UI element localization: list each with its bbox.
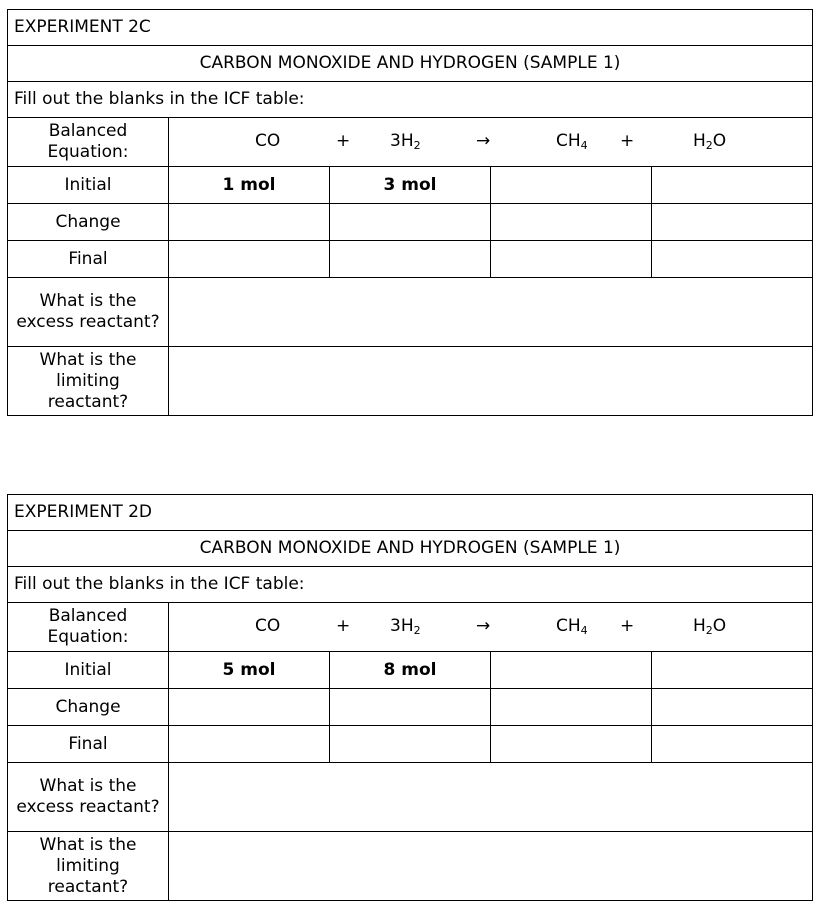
final-h2o-cell[interactable] — [652, 241, 813, 278]
change-h2o-cell[interactable] — [652, 689, 813, 726]
final-h2-cell[interactable] — [330, 726, 491, 763]
experiment-subtitle: CARBON MONOXIDE AND HYDROGEN (SAMPLE 1) — [8, 531, 813, 567]
product-ch4: $CH_4$ — [556, 616, 588, 637]
limiting-reactant-answer[interactable] — [169, 347, 813, 416]
icf-table — [7, 9, 813, 416]
final-ch4-cell[interactable] — [491, 726, 652, 763]
row-label-excess-reactant: What is the excess reactant? — [8, 763, 169, 832]
change-ch4-cell[interactable] — [491, 204, 652, 241]
final-h2o-cell[interactable] — [652, 726, 813, 763]
change-co-cell[interactable] — [169, 204, 330, 241]
initial-h2o-cell[interactable] — [652, 167, 813, 204]
final-ch4-cell[interactable] — [491, 241, 652, 278]
experiment-subtitle: CARBON MONOXIDE AND HYDROGEN (SAMPLE 1) — [8, 46, 813, 82]
row-label-balanced-equation: Balanced Equation: — [8, 118, 169, 167]
icf-table — [7, 494, 813, 901]
change-h2o-cell[interactable] — [652, 204, 813, 241]
plus-sign-2: + — [620, 616, 635, 636]
experiment-2c-worksheet — [7, 9, 812, 416]
instruction-text: Fill out the blanks in the ICF table: — [8, 82, 813, 118]
product-h2o: $H_2O$ — [693, 131, 727, 152]
initial-co-cell[interactable]: 5 mol — [169, 652, 330, 689]
initial-h2-cell[interactable]: 8 mol — [330, 652, 491, 689]
initial-h2-cell[interactable]: 3 mol — [330, 167, 491, 204]
initial-co-cell[interactable]: 1 mol — [169, 167, 330, 204]
instruction-text: Fill out the blanks in the ICF table: — [8, 567, 813, 603]
row-label-initial: Initial — [8, 167, 169, 204]
product-ch4: $CH_4$ — [556, 131, 588, 152]
experiment-2d-worksheet — [7, 494, 812, 901]
balanced-equation — [169, 603, 813, 652]
change-co-cell[interactable] — [169, 689, 330, 726]
row-label-change: Change — [8, 689, 169, 726]
initial-h2o-cell[interactable] — [652, 652, 813, 689]
product-h2o: $H_2O$ — [693, 616, 727, 637]
experiment-title: EXPERIMENT 2C — [8, 10, 813, 46]
row-label-change: Change — [8, 204, 169, 241]
reactant-co: CO — [255, 616, 281, 636]
row-label-limiting-reactant: What is the limiting reactant? — [8, 832, 169, 901]
final-h2-cell[interactable] — [330, 241, 491, 278]
limiting-reactant-answer[interactable] — [169, 832, 813, 901]
reactant-h2: $3H_2$ — [390, 131, 421, 152]
initial-ch4-cell[interactable] — [491, 652, 652, 689]
reactant-h2: $3H_2$ — [390, 616, 421, 637]
row-label-final: Final — [8, 726, 169, 763]
final-co-cell[interactable] — [169, 241, 330, 278]
row-label-initial: Initial — [8, 652, 169, 689]
reaction-arrow: → — [476, 616, 491, 636]
row-label-excess-reactant: What is the excess reactant? — [8, 278, 169, 347]
row-label-final: Final — [8, 241, 169, 278]
row-label-limiting-reactant: What is the limiting reactant? — [8, 347, 169, 416]
reaction-arrow: → — [476, 131, 491, 151]
plus-sign-2: + — [620, 131, 635, 151]
row-label-balanced-equation: Balanced Equation: — [8, 603, 169, 652]
balanced-equation — [169, 118, 813, 167]
plus-sign-1: + — [336, 616, 351, 636]
change-h2-cell[interactable] — [330, 689, 491, 726]
final-co-cell[interactable] — [169, 726, 330, 763]
experiment-title: EXPERIMENT 2D — [8, 495, 813, 531]
excess-reactant-answer[interactable] — [169, 278, 813, 347]
excess-reactant-answer[interactable] — [169, 763, 813, 832]
change-ch4-cell[interactable] — [491, 689, 652, 726]
reactant-co: CO — [255, 131, 281, 151]
plus-sign-1: + — [336, 131, 351, 151]
change-h2-cell[interactable] — [330, 204, 491, 241]
initial-ch4-cell[interactable] — [491, 167, 652, 204]
